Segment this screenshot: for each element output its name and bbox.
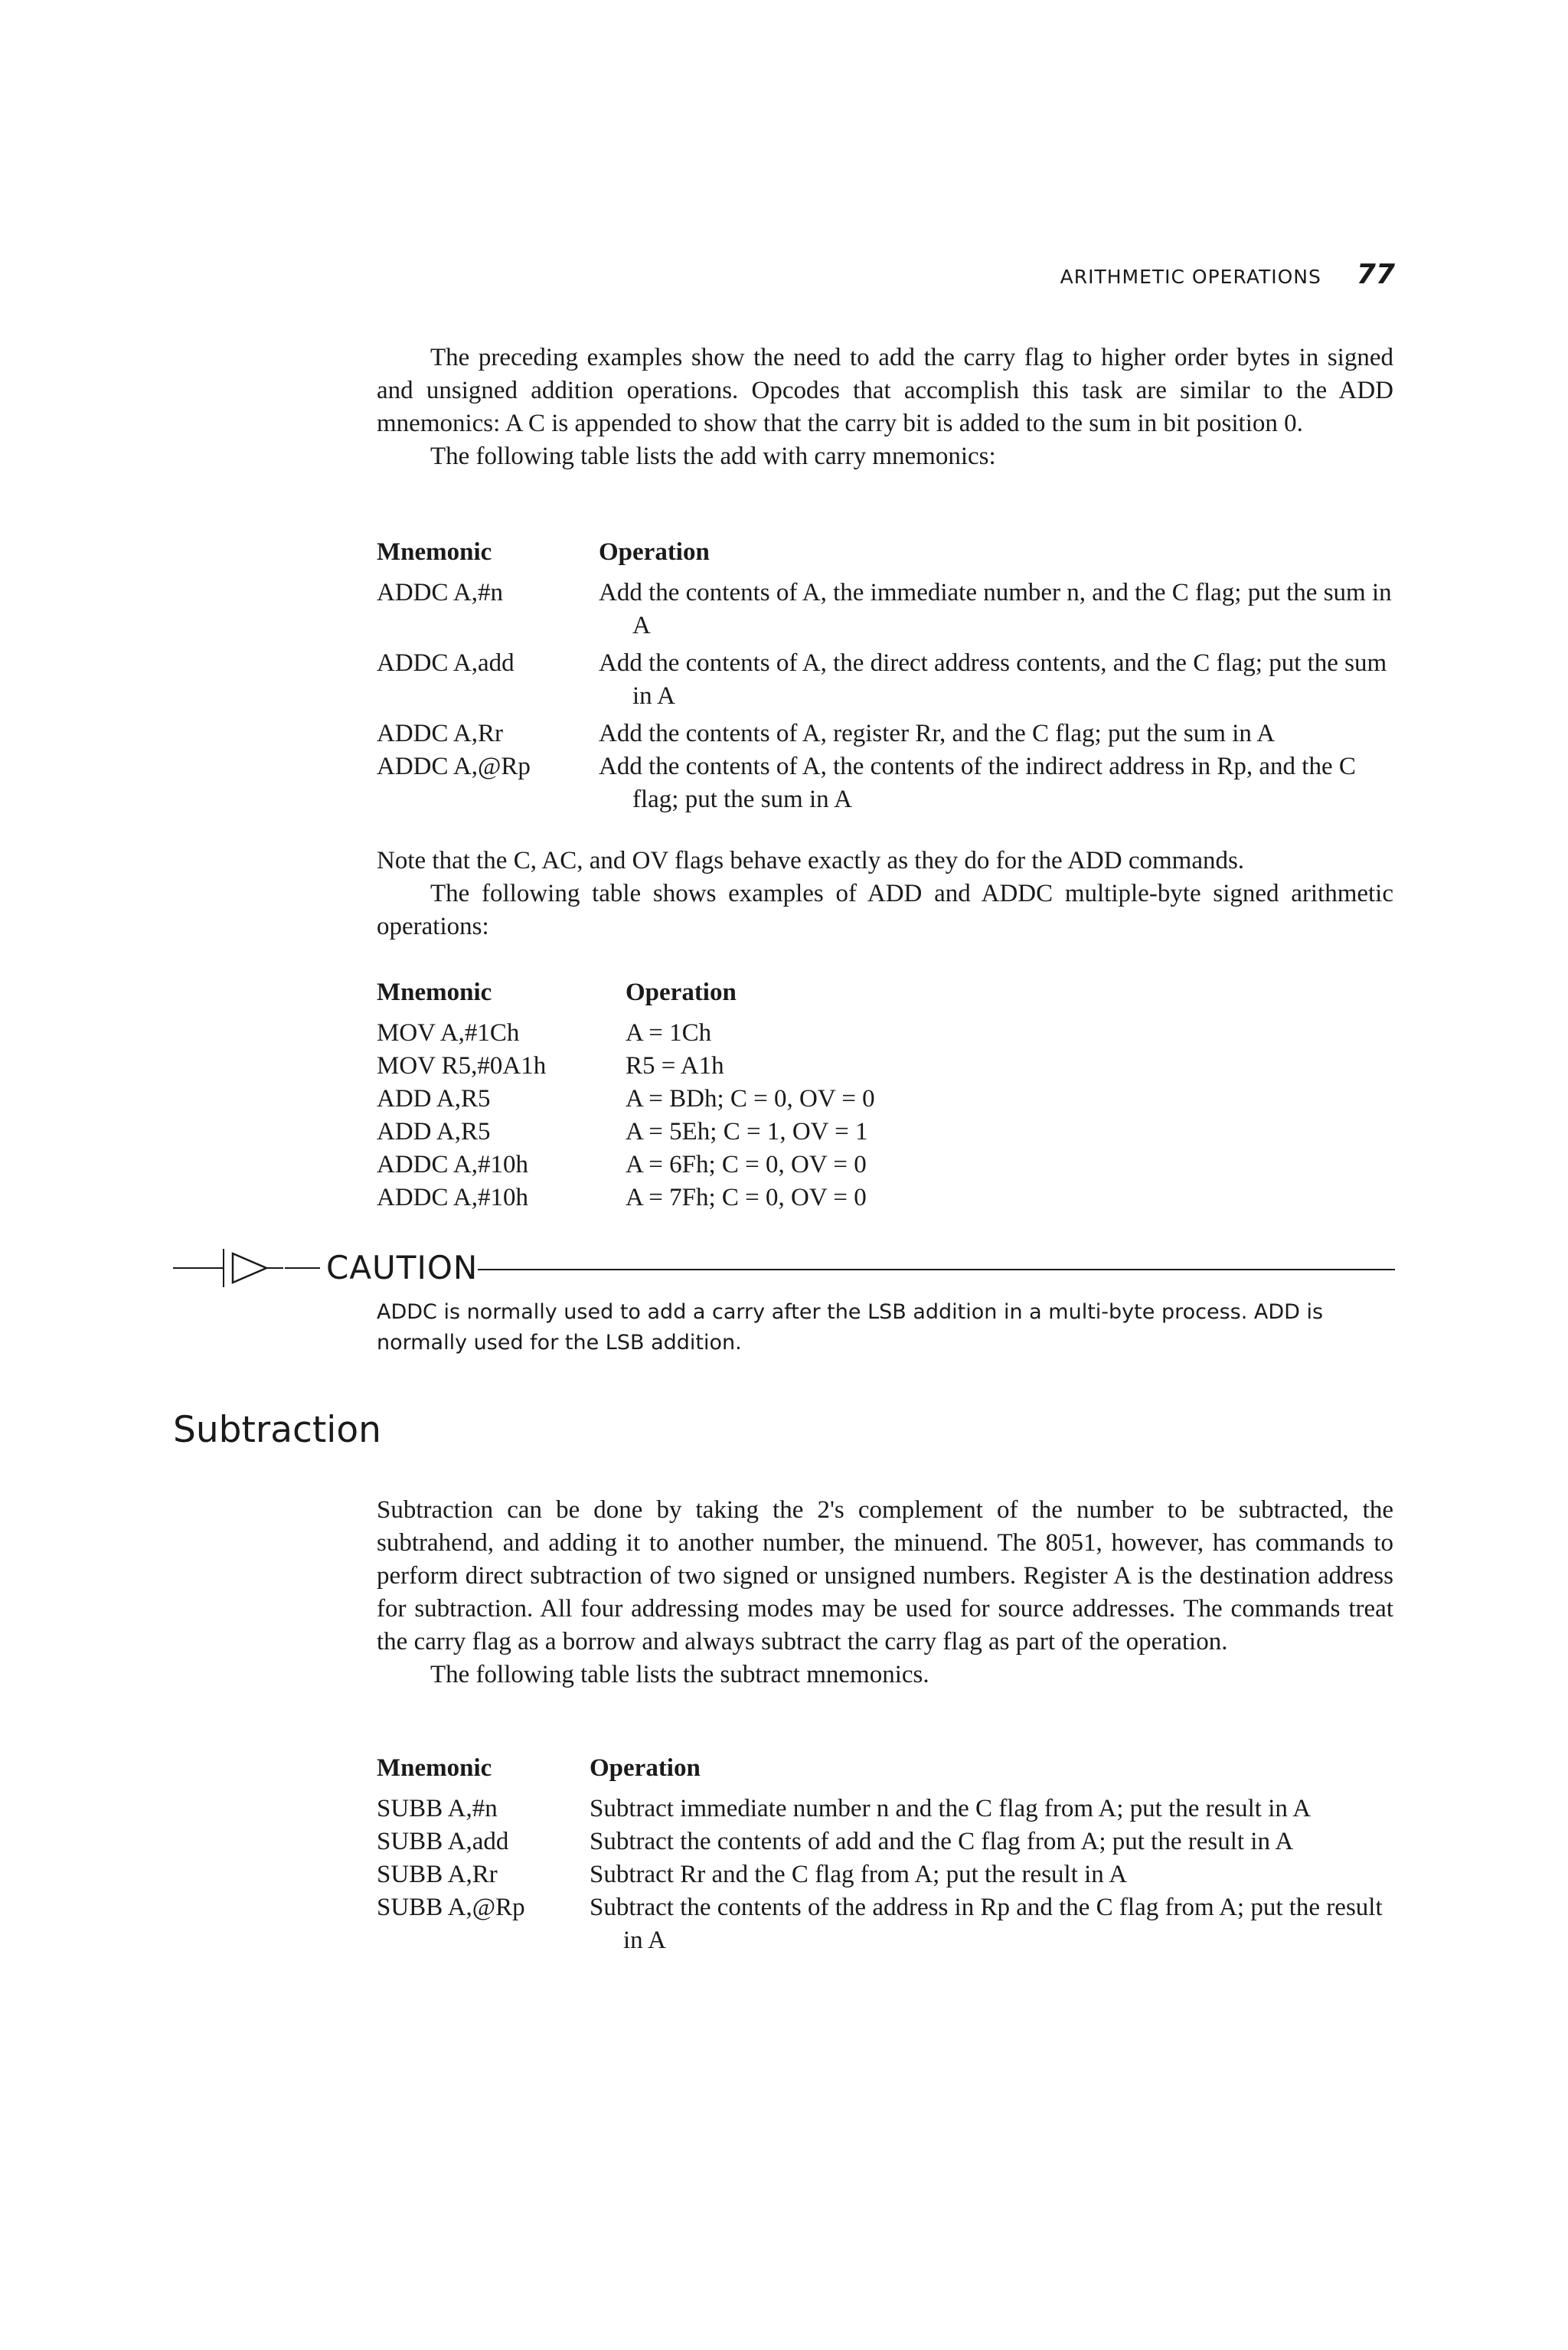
operation-cell: Add the contents of A, the direct address contents, and the C flag; put the sum in A [599, 649, 1387, 710]
page-number: 77 [1356, 259, 1395, 290]
operation-cell: Subtract Rr and the C flag from A; put the result in A [590, 1861, 1128, 1888]
running-head-title: ARITHMETIC OPERATIONS [1060, 266, 1321, 288]
mnemonic-cell: ADDC A,add [377, 649, 514, 677]
intro-text [377, 342, 1393, 473]
caution-callout [170, 1243, 1395, 1289]
table-row [377, 713, 1403, 750]
operation-cell: A = 7Fh; C = 0, OV = 0 [626, 1184, 867, 1211]
operation-cell: R5 = A1h [626, 1052, 724, 1080]
subtraction-text [377, 1494, 1393, 1691]
table-row [377, 1891, 1403, 1957]
intro-paragraph-2: The following table lists the add with carry mnemonics: [430, 443, 996, 470]
operation-cell: A = BDh; C = 0, OV = 0 [626, 1085, 875, 1113]
operation-cell: Subtract immediate number n and the C flag from A; put the result in A [590, 1795, 1312, 1822]
mnemonic-cell: MOV R5,#0A1h [377, 1052, 547, 1080]
table-row [377, 1083, 1403, 1116]
column-header-operation: Operation [590, 1754, 701, 1782]
column-header-mnemonic: Mnemonic [377, 1754, 492, 1782]
example-operations-table [377, 976, 1403, 1214]
table-row [377, 1793, 1403, 1825]
table-row [377, 577, 1403, 642]
column-header-operation: Operation [626, 979, 737, 1006]
mnemonic-cell: SUBB A,Rr [377, 1861, 498, 1888]
column-header-operation: Operation [599, 538, 710, 566]
operation-cell: A = 1Ch [626, 1019, 712, 1047]
mnemonic-cell: ADDC A,#n [377, 579, 504, 606]
operation-cell: A = 6Fh; C = 0, OV = 0 [626, 1151, 867, 1178]
section-heading-subtraction: Subtraction [173, 1409, 381, 1451]
mnemonic-cell: SUBB A,#n [377, 1795, 498, 1822]
running-header [1012, 259, 1395, 297]
table-header-row [377, 536, 1403, 577]
operation-cell: A = 5Eh; C = 1, OV = 1 [626, 1118, 868, 1146]
table-row [377, 1017, 1403, 1050]
table-row [377, 1050, 1403, 1083]
table-row [377, 1858, 1403, 1891]
caution-label: CAUTION [326, 1249, 479, 1286]
table-row [377, 1149, 1403, 1182]
caution-rule [478, 1269, 1395, 1270]
subb-mnemonic-table [377, 1752, 1403, 1957]
table-row [377, 1182, 1403, 1214]
addc-mnemonic-table [377, 536, 1403, 816]
intro-paragraph-1: The preceding examples show the need to add the carry flag to higher order bytes in signed and unsigned addition operations. Opcodes that accomplish this task are similar to the ADD mnemonics: A C is appended to show that the carry bit is added to the sum in bit position 0. [377, 344, 1393, 437]
table-row [377, 1116, 1403, 1149]
flags-note-paragraph: Note that the C, AC, and OV flags behave exactly as they do for the ADD commands. [377, 847, 1245, 874]
mnemonic-cell: ADD A,R5 [377, 1085, 491, 1113]
caution-text: ADDC is normally used to add a carry after the LSB addition in a multi-byte process. ADD is normally used for the LSB addition. [377, 1300, 1324, 1355]
mnemonic-cell: ADDC A,#10h [377, 1151, 529, 1178]
mnemonic-cell: MOV A,#1Ch [377, 1019, 520, 1047]
operation-cell: Add the contents of A, the immediate number n, and the C flag; put the sum in A [599, 579, 1392, 639]
caution-arrow-icon [170, 1243, 331, 1289]
subtraction-paragraph-2: The following table lists the subtract mnemonics. [430, 1661, 929, 1688]
mnemonic-cell: ADD A,R5 [377, 1118, 491, 1146]
column-header-mnemonic: Mnemonic [377, 979, 492, 1006]
operation-cell: Add the contents of A, register Rr, and the C flag; put the sum in A [599, 720, 1276, 747]
operation-cell: Subtract the contents of the address in Rp and the C flag from A; put the result in A [590, 1894, 1383, 1954]
mnemonic-cell: ADDC A,@Rp [377, 753, 531, 780]
mnemonic-cell: SUBB A,add [377, 1828, 509, 1855]
middle-text [377, 845, 1393, 943]
subtraction-paragraph-1: Subtraction can be done by taking the 2's complement of the number to be subtracted, the subtrahend, and adding it to another number, the minuend. The 8051, however, has commands to perform direct subtraction of two signed or unsigned numbers. Register A is the destination address for subtraction. All four addressing modes may be used for source addresses. The commands treat the carry flag as a borrow and always subtract the carry flag as part of the operation. [377, 1496, 1393, 1655]
mnemonic-cell: SUBB A,@Rp [377, 1894, 525, 1921]
operation-cell: Subtract the contents of add and the C flag from A; put the result in A [590, 1828, 1294, 1855]
mnemonic-cell: ADDC A,#10h [377, 1184, 529, 1211]
table-row [377, 1825, 1403, 1858]
column-header-mnemonic: Mnemonic [377, 538, 492, 566]
mnemonic-cell: ADDC A,Rr [377, 720, 504, 747]
table-row [377, 750, 1403, 816]
examples-intro-paragraph: The following table shows examples of ADD and ADDC multiple-byte signed arithmetic operations: [377, 880, 1393, 940]
table-header-row [377, 976, 1403, 1017]
table-header-row [377, 1752, 1403, 1793]
operation-cell: Add the contents of A, the contents of the indirect address in Rp, and the C flag; put the sum in A [599, 753, 1356, 813]
table-row [377, 642, 1403, 713]
